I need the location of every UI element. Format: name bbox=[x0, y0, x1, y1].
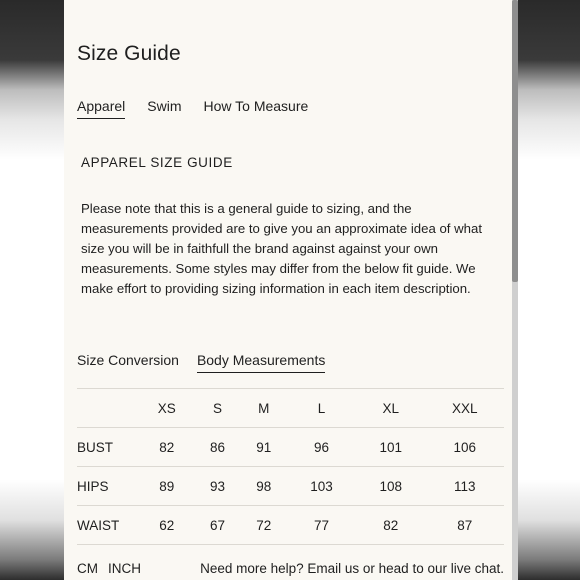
table-cell: 106 bbox=[425, 428, 504, 467]
size-guide-panel bbox=[64, 0, 516, 580]
column-header: L bbox=[287, 389, 356, 428]
table-cell: 62 bbox=[139, 506, 194, 545]
table-cell: 103 bbox=[287, 467, 356, 506]
table-row bbox=[77, 506, 504, 545]
table-row bbox=[77, 428, 504, 467]
table-cell: 72 bbox=[241, 506, 287, 545]
table-cell: 67 bbox=[194, 506, 240, 545]
row-label-hips: HIPS bbox=[77, 467, 139, 506]
tab-swim[interactable]: Swim bbox=[147, 98, 182, 114]
row-label-bust: BUST bbox=[77, 428, 139, 467]
table-cell: 96 bbox=[287, 428, 356, 467]
tab-body-measurements[interactable]: Body Measurements bbox=[197, 352, 325, 373]
table-cell: 108 bbox=[356, 467, 425, 506]
table-cell: 98 bbox=[241, 467, 287, 506]
size-guide-footer bbox=[77, 561, 504, 576]
tab-size-conversion[interactable]: Size Conversion bbox=[77, 352, 179, 368]
guide-description: Please note that this is a general guide to sizing, and the measurements provided are to give you an approximate idea of what size you will be in faithfull the brand against against your own measurements. Some styles may differ from the below fit guide. We make effort to providing sizing information in each item description. bbox=[81, 201, 482, 296]
table-cell: 82 bbox=[139, 428, 194, 467]
table-cell: 82 bbox=[356, 506, 425, 545]
table-cell: 91 bbox=[241, 428, 287, 467]
row-label-waist: WAIST bbox=[77, 506, 139, 545]
unit-cm-button[interactable]: CM bbox=[77, 561, 98, 576]
table-cell: 93 bbox=[194, 467, 240, 506]
unit-inch-button[interactable]: INCH bbox=[108, 561, 141, 576]
scrollbar-thumb[interactable] bbox=[512, 0, 518, 282]
table-row bbox=[77, 467, 504, 506]
column-header: XL bbox=[356, 389, 425, 428]
table-corner-cell bbox=[77, 389, 139, 428]
column-header: M bbox=[241, 389, 287, 428]
table-cell: 86 bbox=[194, 428, 240, 467]
page-title: Size Guide bbox=[77, 42, 181, 65]
table-cell: 77 bbox=[287, 506, 356, 545]
table-cell: 101 bbox=[356, 428, 425, 467]
column-header: XXL bbox=[425, 389, 504, 428]
tab-apparel[interactable]: Apparel bbox=[77, 98, 125, 119]
column-header: XS bbox=[139, 389, 194, 428]
column-header: S bbox=[194, 389, 240, 428]
tab-how-to-measure[interactable]: How To Measure bbox=[203, 98, 309, 114]
measurement-tabs bbox=[77, 352, 325, 373]
table-cell: 113 bbox=[425, 467, 504, 506]
help-text: Need more help? Email us or head to our live chat. bbox=[200, 561, 504, 576]
unit-toggle bbox=[77, 561, 141, 576]
section-heading: APPAREL SIZE GUIDE bbox=[81, 155, 233, 170]
table-cell: 87 bbox=[425, 506, 504, 545]
guide-tabs bbox=[77, 98, 308, 119]
table-header-row bbox=[77, 389, 504, 428]
table-cell: 89 bbox=[139, 467, 194, 506]
body-measurements-table bbox=[77, 388, 504, 545]
